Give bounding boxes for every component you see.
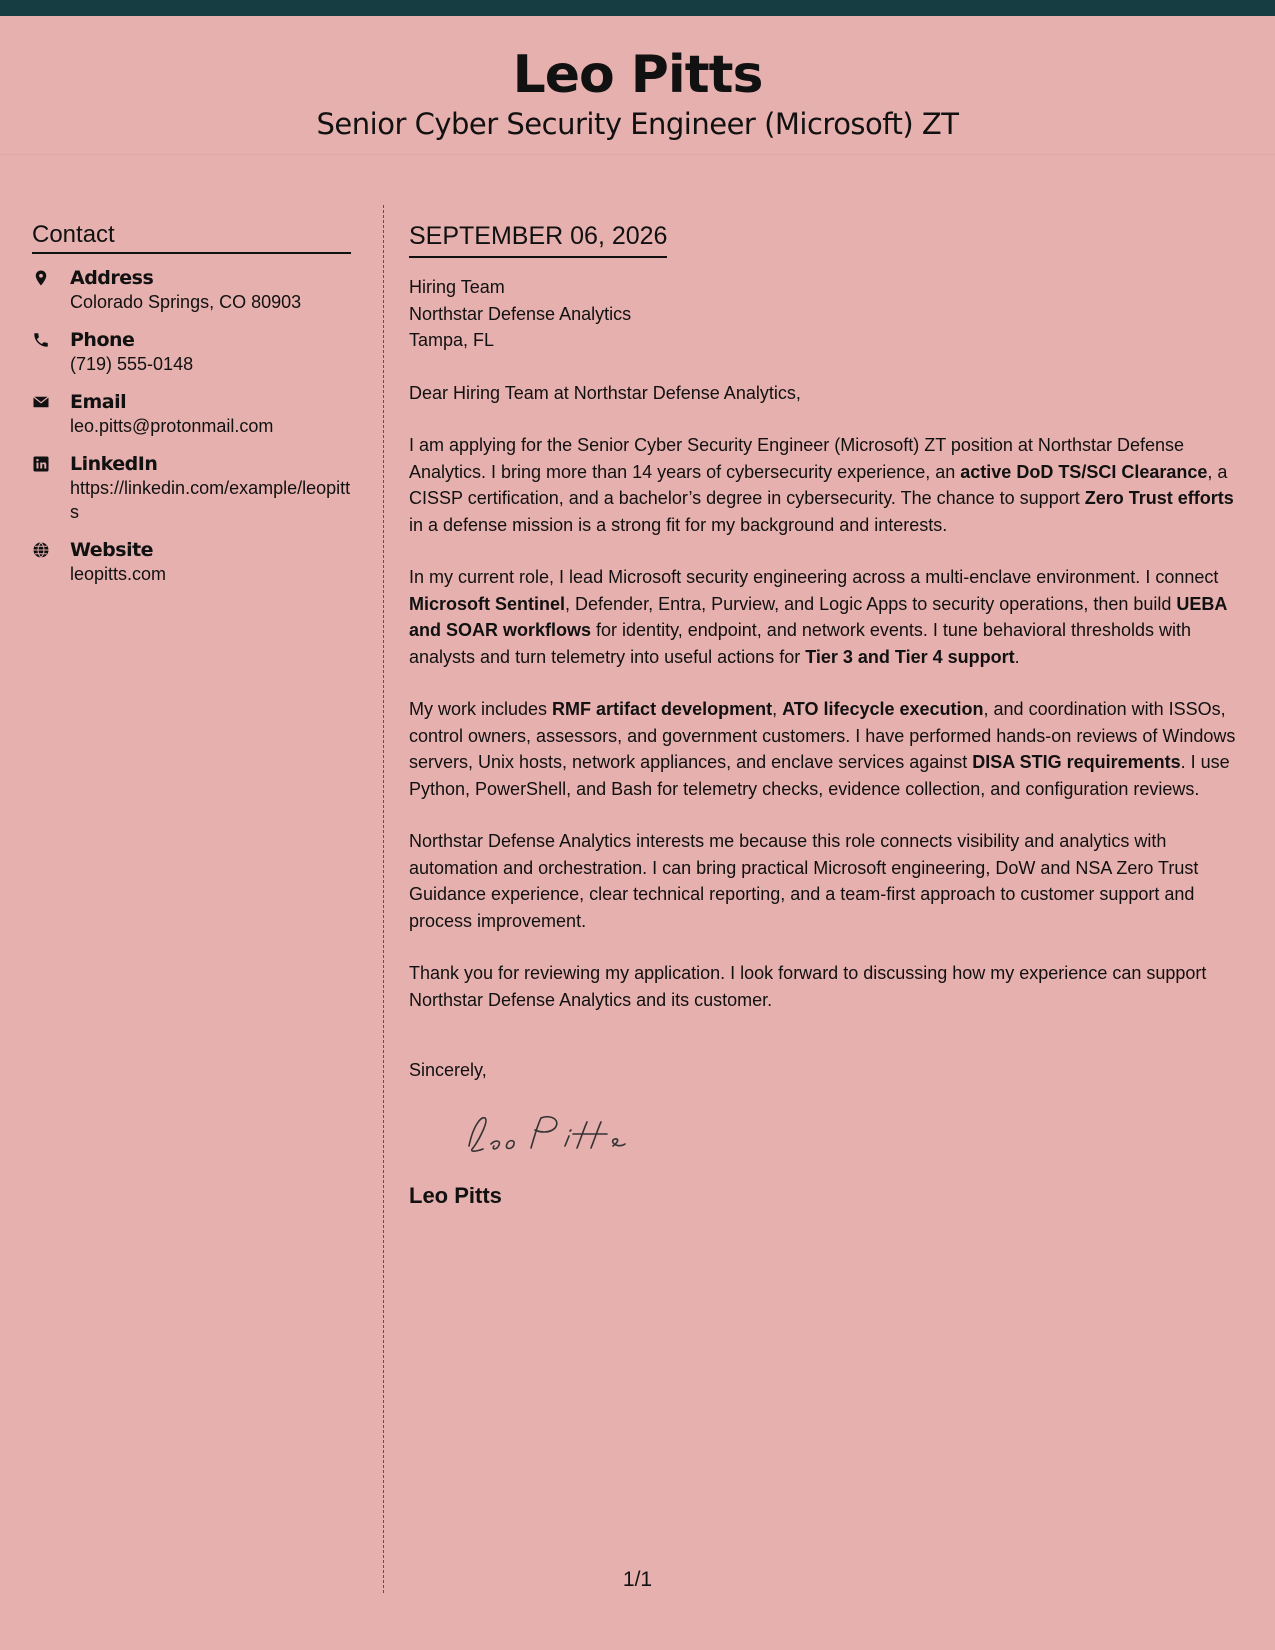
closing: Sincerely, [409, 1060, 487, 1080]
linkedin-label: LinkedIn [70, 453, 158, 475]
envelope-icon [32, 390, 70, 438]
website-label: Website [70, 539, 154, 561]
paragraph-current-role: In my current role, I lead Microsoft security engineering across a multi-enclave environment. I connect Microsoft Sentinel, Defender, Entra, Purview, and Logic Apps to security operations, then build UEBA and SOAR workflows for identity, endpoint, and network events. I tune behavioral thresholds with analysts and turn telemetry into useful actions for Tier 3 and Tier 4 support. [409, 567, 1227, 667]
email-value[interactable]: leo.pitts@protonmail.com [70, 416, 274, 436]
globe-icon [32, 538, 70, 586]
linkedin-value[interactable]: https://linkedin.com/example/leopitts [70, 478, 351, 522]
map-pin-icon [32, 266, 70, 314]
contact-website [32, 538, 351, 586]
email-label: Email [70, 391, 127, 413]
recipient-line: Northstar Defense Analytics [409, 303, 632, 324]
linkedin-icon [32, 452, 70, 524]
contact-email [32, 390, 351, 438]
column-divider [383, 205, 384, 1593]
candidate-name: Leo Pitts [512, 45, 763, 105]
phone-label: Phone [70, 329, 135, 351]
letter-body [409, 220, 1249, 1210]
recipient-line: Hiring Team [409, 277, 505, 297]
paragraph-intro: I am applying for the Senior Cyber Security Engineer (Microsoft) ZT position at Northstar Defense Analytics. I bring more than 14 years of cybersecurity experience, an active DoD TS/SCI Clearance, a CISSP certification, and a bachelor’s degree in cybersecurity. The chance to support Zero Trust efforts in a defense mission is a strong fit for my background and interests. [409, 435, 1234, 535]
phone-value: (719) 555-0148 [70, 354, 194, 374]
greeting: Dear Hiring Team at Northstar Defense Analytics, [409, 382, 801, 403]
letter-date: SEPTEMBER 06, 2026 [409, 220, 667, 258]
resume-header [0, 16, 1275, 155]
job-title: Senior Cyber Security Engineer (Microsoft) ZT [316, 107, 959, 141]
contact-phone [32, 328, 351, 376]
paragraph-work: My work includes RMF artifact development, ATO lifecycle execution, and coordination with ISSOs, control owners, assessors, and government customers. I have performed hands-on reviews of Windows servers, Unix hosts, network appliances, and enclave services against DISA STIG requirements. I use Python, PowerShell, and Bash for telemetry checks, evidence collection, and configuration reviews. [409, 699, 1236, 799]
page-indicator: 1/1 [622, 1568, 653, 1591]
address-label: Address [70, 267, 154, 289]
recipient-block [409, 274, 1249, 354]
contact-heading: Contact [32, 220, 351, 254]
paragraph-thanks: Thank you for reviewing my application. I look forward to discussing how my experience can support Northstar Defense Analytics and its customer. [409, 963, 1207, 1010]
contact-sidebar [32, 220, 351, 600]
website-value[interactable]: leopitts.com [70, 564, 167, 584]
paragraph-interest: Northstar Defense Analytics interests me because this role connects visibility and analytics with automation and orchestration. I can bring practical Microsoft engineering, DoW and NSA Zero Trust Guidance experience, clear technical reporting, and a team-first approach to customer support and process improvement. [409, 831, 1199, 931]
address-value: Colorado Springs, CO 80903 [70, 292, 302, 312]
contact-linkedin [32, 452, 351, 524]
phone-icon [32, 328, 70, 376]
signature-image [461, 1104, 631, 1164]
top-accent-bar [0, 0, 1275, 16]
contact-address [32, 266, 351, 314]
recipient-line: Tampa, FL [409, 330, 495, 350]
signed-name: Leo Pitts [409, 1183, 502, 1208]
